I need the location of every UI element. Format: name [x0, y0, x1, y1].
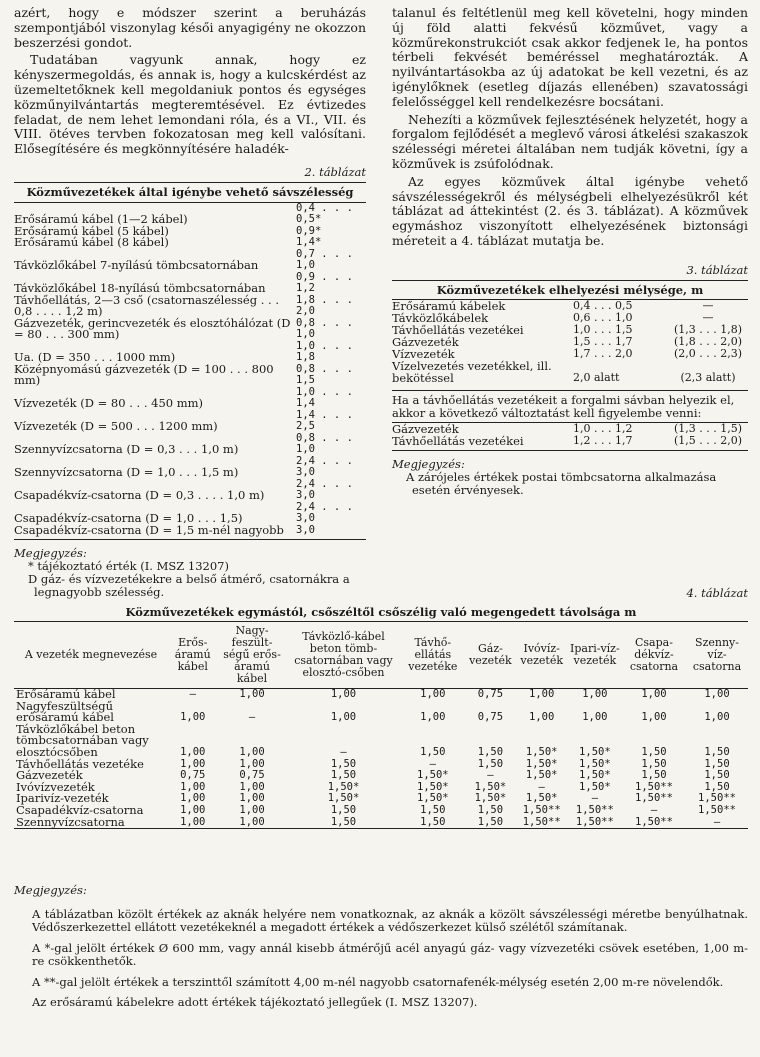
table3-item-name: Vízvezeték	[392, 346, 455, 361]
table2-item-value: 1,0 . . . 1,8	[296, 339, 353, 364]
table4-cell: 1,00	[180, 803, 206, 816]
table4-cell: 1,50*	[525, 792, 558, 805]
table4-cell: 1,00	[330, 711, 357, 724]
table2-item-name: Erősáramú kábel (5 kábel)	[14, 223, 169, 238]
table4-cell: 1,00	[239, 688, 265, 700]
table4-cell: 1,50	[641, 757, 667, 770]
table4-notes	[14, 884, 748, 1017]
table4-cell: 1,00	[180, 757, 206, 770]
table4-row-name: Csapadékvíz-csatorna	[16, 802, 144, 817]
table2-item-name: Csapadékvíz-csatorna (D = 1,0 . . . 1,5)	[14, 511, 243, 526]
table2-item-value: 0,8 . . . 1,0	[296, 316, 353, 341]
table4-note: A *-gal jelölt értékek Ø 600 mm, vagy annál kisebb átmérőjű acél anyagú gáz- vagy vízvezetéki csövek esetében, 1,00 m-re csökkenthetők.	[32, 940, 748, 968]
table-row	[392, 312, 748, 324]
table4-cell: 1,00	[529, 711, 555, 724]
table4-cell: 1,00	[641, 688, 667, 700]
table2-item-name: Vízvezeték (D = 80 . . . 450 mm)	[14, 396, 204, 411]
table2-item-name: Távhőellátás, 2—3 cső (csatornaszélesség . . . 0,8 . . . . 1,2 m)	[14, 292, 280, 319]
left-column	[14, 6, 366, 599]
table3-depth: 0,6 . . . 1,0	[573, 310, 633, 324]
table4-cell: 1,50*	[525, 757, 558, 770]
table4-cell: 1,50	[330, 757, 357, 770]
table3-depth-alt: (1,3 . . . 1,8)	[673, 322, 743, 336]
table4-cell: 1,00	[180, 815, 206, 828]
table3-depth-alt: —	[702, 298, 714, 312]
table4-cell: 1,00	[239, 815, 265, 828]
table4-cell: 1,50	[641, 769, 667, 782]
table4-cell: 1,50	[704, 757, 730, 770]
table4-cell: 1,50	[330, 815, 357, 828]
table-row	[14, 770, 748, 782]
table2-item-value: 2,4 . . . 3,0	[296, 500, 353, 525]
table4-cell: 0,75	[239, 769, 265, 782]
table3-note: A zárójeles értékek postai tömbcsatorna alkalmazása esetén érvényesek.	[406, 469, 717, 497]
table3-depth-alt: (1,5 . . . 2,0)	[673, 433, 743, 447]
table4-cell: 1,50	[641, 745, 667, 758]
table4-row-name: Ivóvízvezeték	[16, 779, 95, 794]
table3-depth: 2,0 alatt	[573, 370, 620, 384]
table-row	[14, 410, 366, 433]
table2-item-value: 0,8 . . . 1,0	[296, 431, 353, 456]
table4-cell: 1,00	[239, 792, 265, 805]
table4-cell: 1,00	[180, 711, 206, 724]
table3-depth-alt: (2,3 alatt)	[680, 370, 736, 384]
table4-cell: —	[538, 780, 545, 793]
column-header: Ipari-víz-vezeték	[568, 622, 622, 689]
table4-cell: 1,00	[239, 745, 265, 758]
paragraph: Tudatában vagyunk annak, hogy ez kényszermegoldás, és annak is, hogy a kulcskérdést az üzemeltetőknek kell megoldaniuk pontos és egységes közműnyilvántartás megteremtésével. Ez évtizedes feladat, de nem lehet lemondani róla, és a VI., VII. és VIII. ötéves tervben fokozatosan meg kell valósítani. Elősegítésére és megkönnyítésére haladék-	[14, 52, 366, 157]
table4	[14, 621, 748, 829]
table2-item-name: Szennyvízcsatorna (D = 0,3 . . . 1,0 m)	[14, 442, 239, 457]
table4-cell: 0,75	[477, 711, 504, 724]
paragraph: talanul és feltétlenül meg kell követelni, hogy minden új föld alatti fekvésű közművet, vagy a közműrekonstrukciót csak akkor fedjenek le, ha pontos térbeli fekvését beméréssel meghatározták. A nyilvántartásokba az új adatokat be kell vezetni, és az igénylőknek (esetleg díjazás ellenében) szavatossági felelősséggel kell rendelkezésre bocsátani.	[392, 5, 748, 109]
table2-item-value: 0,8 . . . 1,5	[296, 362, 353, 387]
table4-cell: 1,50	[477, 815, 504, 828]
table-row	[14, 701, 748, 724]
table4-cell: 1,50*	[579, 780, 611, 793]
table4-cell: 1,50**	[575, 803, 614, 816]
table4-cell: 1,00	[420, 688, 446, 700]
divider	[14, 539, 366, 540]
table-row	[392, 422, 748, 435]
table4-cell: 1,00	[330, 688, 357, 700]
table4-row-name: Távhőellátás vezetéke	[16, 756, 144, 771]
table4-cell: 1,00	[180, 792, 206, 805]
table4-cell: 1,00	[704, 711, 730, 724]
table2-item-name: Szennyvízcsatorna (D = 1,0 . . . 1,5 m)	[14, 465, 239, 480]
table4-cell: 1,50*	[525, 745, 558, 758]
column-header: Szenny-víz-csatorna	[686, 622, 748, 689]
table4-cell: 1,50*	[417, 769, 449, 782]
table4-cell: 1,00	[180, 780, 206, 793]
table2-item-name: Csapadékvíz-csatorna (D = 1,5 m-nél nagyobb	[14, 522, 284, 537]
table4-cell: 1,50**	[635, 780, 673, 793]
table4-cell: 1,50	[477, 757, 504, 770]
paragraph: Az egyes közművek által igénybe vehető sávszélességekről és mélységbeli elhelyezésükről két táblázat ad áttekintést (2. és 3. táblázat). A közművek egymáshoz viszonyított elhelyezésének biztonsági méreteit a 4. táblázat mutatja be.	[392, 173, 748, 248]
table2-item-value: 0,9 . . . 1,2	[296, 270, 353, 295]
table4-cell: 1,50*	[417, 792, 449, 805]
table4-cell: —	[650, 803, 658, 816]
table4-row-name: Nagyfeszültségű erősáramú kábel	[16, 698, 114, 725]
table3-item-name: Távhőellátás vezetékei	[392, 322, 524, 337]
table-row	[14, 249, 366, 272]
table-row	[392, 324, 748, 336]
table4-cell: 1,00	[420, 711, 446, 724]
table2-item-name: Ua. (D = 350 . . . 1000 mm)	[14, 350, 176, 365]
table2-item-value: 1,4*	[296, 236, 322, 249]
column-header: Erős-áramú kábel	[168, 622, 217, 689]
column-header: Nagy-feszült-ségű erős-áramú kábel	[217, 622, 286, 689]
table2-item-value: 1,0 . . . 1,4	[296, 385, 353, 410]
table2-item-name: Csapadékvíz-csatorna (D = 0,3 . . . . 1,0 m)	[14, 488, 265, 503]
table4-note: Az erősáramú kábelekre adott értékek tájékoztató jellegűek (I. MSZ 13207).	[32, 995, 478, 1009]
table2-title: Közművezetékek által igénybe vehető sávszélesség	[14, 182, 366, 199]
table2-item-name: Erősáramú kábel (1—2 kábel)	[14, 212, 188, 227]
table4-cell: 1,50	[704, 780, 730, 793]
table3-title: Közművezetékek elhelyezési mélysége, m	[392, 280, 748, 297]
table3-depth: 1,0 . . . 1,5	[573, 322, 633, 336]
table3-item-name: Vízelvezetés vezetékkel, ill. bekötéssel	[392, 358, 552, 385]
table3-depth: 0,4 . . . 0,5	[573, 298, 633, 312]
table4-note: A **-gal jelölt értékek a terszinttől számított 4,00 m-nél nagyobb csatornafenék-mélység esetén 2,00 m-re növelendők.	[32, 974, 724, 989]
column-header: Ivóvíz-vezeték	[516, 622, 568, 689]
table4-cell: —	[189, 688, 196, 700]
table3-depth: 1,5 . . . 1,7	[573, 334, 633, 348]
table4-cell: 1,50*	[525, 769, 558, 782]
table4-title: Közművezetékek egymástól, csőszéltől csőszélig való megengedett távolsága m	[125, 605, 637, 619]
table-header-row	[14, 622, 748, 689]
paragraph: Nehezíti a közművek fejlesztésének helyzetét, hogy a forgalom fejlődését a meglevő városi átkelési szakaszok szélességi méretei általában nem tudják követni, így a közművek is zsúfolódnak.	[392, 111, 748, 171]
column-header: Csapa-dékvíz-csatorna	[622, 622, 686, 689]
divider	[392, 450, 748, 451]
table3-depth-alt: (2,0 . . . 2,3)	[673, 346, 743, 360]
table4-cell: 1,00	[641, 711, 667, 724]
table4-cell: 1,50*	[327, 780, 360, 793]
table4-cell: 1,00	[239, 803, 265, 816]
table4-cell: —	[713, 815, 721, 828]
column-header: Gáz-vezeték	[465, 622, 515, 689]
table4-wrap	[14, 586, 748, 829]
table4-cell: —	[487, 769, 494, 782]
table-row	[14, 364, 366, 387]
table4-cell: 1,50**	[635, 792, 673, 805]
table4-cell: 1,50*	[579, 757, 611, 770]
table4-cell: 0,75	[477, 688, 504, 700]
table4-row-name: Gázvezeték	[16, 768, 83, 783]
table-row	[14, 479, 366, 502]
table4-cell: 1,50**	[575, 815, 614, 828]
table2-item-value: 3,0	[296, 523, 315, 536]
table4-cell: 1,00	[582, 711, 608, 724]
table4-cell: —	[429, 757, 436, 770]
table3-item-name: Távhőellátás vezetékei	[392, 433, 524, 448]
table4-cell: 1,00	[704, 688, 730, 700]
table-row	[14, 724, 748, 759]
table4-cell: 1,50	[704, 745, 730, 758]
table-row	[14, 318, 366, 341]
table2	[14, 202, 366, 537]
table-row	[14, 689, 748, 701]
table4-cell: 1,50**	[698, 803, 736, 816]
table-row	[392, 348, 748, 360]
table2-item-name: Erősáramú kábel (8 kábel)	[14, 235, 169, 250]
table-row	[392, 336, 748, 348]
table3-rows2	[392, 422, 748, 447]
table-row	[14, 202, 366, 226]
table4-cell: 1,50	[330, 803, 357, 816]
table-row	[14, 295, 366, 318]
table4-cell: 1,50	[420, 815, 446, 828]
table4-cell: 1,50*	[474, 780, 507, 793]
table4-cell: 1,00	[529, 688, 555, 700]
table2-item-name: Gázvezeték, gerincvezeték és elosztóhálózat (D = 80 . . . 300 mm)	[14, 315, 291, 342]
table4-cell: 1,50	[477, 745, 504, 758]
table4-cell: 1,50**	[698, 792, 736, 805]
table2-item-name: Távközlőkábel 7-nyílású tömbcsatornában	[14, 258, 259, 273]
table4-cell: 1,50*	[327, 792, 360, 805]
table-row	[14, 272, 366, 295]
table2-note: D gáz- és vízvezetékekre a belső átmérő, csatornákra a legnagyobb szélesség.	[28, 572, 350, 600]
table4-cell: 1,50	[420, 803, 446, 816]
table4-cell: 1,00	[582, 688, 608, 700]
table4-row-name: Szennyvízcsatorna	[16, 814, 125, 829]
table-row	[14, 817, 748, 829]
table-row	[14, 387, 366, 410]
table2-item-value: 1,8 . . . 2,0	[296, 293, 353, 318]
table2-item-value: 0,7 . . . 1,0	[296, 247, 353, 272]
table3-depth: 1,7 . . . 2,0	[573, 346, 633, 360]
table4-cell: 1,00	[239, 780, 265, 793]
table-row	[14, 433, 366, 456]
table-row	[392, 299, 748, 312]
table3-item-name: Erősáramú kábelek	[392, 298, 506, 313]
table2-item-name: Középnyomású gázvezeték (D = 100 . . . 800 mm)	[14, 361, 274, 388]
table4-row-name: Távközlőkábel beton tömbcsatornában vagy elosztócsőben	[16, 721, 149, 759]
table3-mid-text: Ha a távhőellátás vezetékeit a forgalmi sávban helyezik el, akkor a következő változtatást kell figyelembe venni:	[392, 390, 748, 420]
table2-item-value: 2,4 . . . 3,0	[296, 454, 353, 479]
table2-item-value: 0,4 . . . 0,5*	[296, 201, 353, 226]
table3-depth-alt: (1,3 . . . 1,5)	[673, 421, 743, 435]
table4-cell: 1,50*	[417, 780, 449, 793]
table4-cell: 1,00	[180, 745, 206, 758]
table-row	[14, 525, 366, 537]
table2-item-name: Vízvezeték (D = 500 . . . 1200 mm)	[14, 419, 218, 434]
table4-cell: 0,75	[180, 769, 206, 782]
column-header: Távhő-ellátás vezetéke	[400, 622, 465, 689]
table4-label: 4. táblázat	[686, 586, 748, 600]
table3-depth: 1,0 . . . 1,2	[573, 421, 633, 435]
table4-cell: —	[340, 745, 347, 758]
table3-item-name: Gázvezeték	[392, 334, 459, 349]
table-row	[14, 759, 748, 771]
table-row	[14, 341, 366, 364]
table2-item-value: 2,4 . . . 3,0	[296, 477, 353, 502]
column-header: A vezeték megnevezése	[14, 622, 168, 689]
table2-note: * tájékoztató érték (I. MSZ 13207)	[28, 559, 229, 574]
table2-note-head: Megjegyzés:	[14, 546, 87, 561]
table3-depth-alt: —	[702, 310, 714, 324]
table3-label: 3. táblázat	[686, 262, 748, 277]
table4-cell: —	[591, 792, 599, 805]
table3-depth-alt: (1,8 . . . 2,0)	[673, 334, 743, 348]
table4-cell: 1,50**	[522, 815, 561, 828]
table4-cell: 1,50*	[579, 769, 611, 782]
table-row	[14, 502, 366, 525]
table4-cell: 1,50	[704, 769, 730, 782]
table3-note-head: Megjegyzés:	[392, 456, 465, 471]
table3-item-name: Távközlőkábelek	[392, 310, 489, 325]
table-row	[392, 435, 748, 447]
table3-depth: 1,2 . . . 1,7	[573, 433, 633, 447]
table4-cell: 1,50**	[522, 803, 561, 816]
table2-item-name: Távközlőkábel 18-nyílású tömbcsatornában	[14, 281, 266, 296]
table3	[392, 299, 748, 384]
right-column	[392, 6, 748, 497]
table4-cell: 1,50	[420, 745, 446, 758]
table2-label: 2. táblázat	[304, 164, 366, 179]
table-row	[14, 456, 366, 479]
table4-note-head: Megjegyzés:	[14, 883, 87, 897]
paragraph: azért, hogy e módszer szerint a beruházás szempontjából viszonylag késői anyagigény ne okozzon beszerzési gondot.	[14, 5, 366, 50]
table4-row-name: Iparivíz-vezeték	[16, 791, 109, 806]
table4-cell: 1,50	[477, 803, 504, 816]
table4-cell: 1,50*	[579, 745, 611, 758]
table4-cell: 1,00	[239, 757, 265, 770]
table-row	[392, 360, 748, 384]
table4-cell: 1,50*	[474, 792, 507, 805]
table4-cell: 1,50	[330, 769, 357, 782]
table2-item-value: 1,4 . . . 2,5	[296, 408, 353, 433]
table4-cell: —	[248, 711, 256, 724]
table4-note: A táblázatban közölt értékek az aknák helyére nem vonatkoznak, az aknák a közölt sávszélességi méretbe benyúlhatnak. Védőszerkezettel ellátott vezetékeknél a megadott értékek a védőszerkezet külső szélétől számítanak.	[32, 906, 748, 934]
table3-item-name: Gázvezeték	[392, 421, 459, 436]
table4-row-name: Erősáramú kábel	[16, 687, 116, 701]
column-header: Távközlő-kábel beton tömb-csatornában vagy elosztó-csőben	[287, 622, 401, 689]
table4-cell: 1,50**	[635, 815, 673, 828]
table2-item-value: 0,9*	[296, 224, 322, 237]
